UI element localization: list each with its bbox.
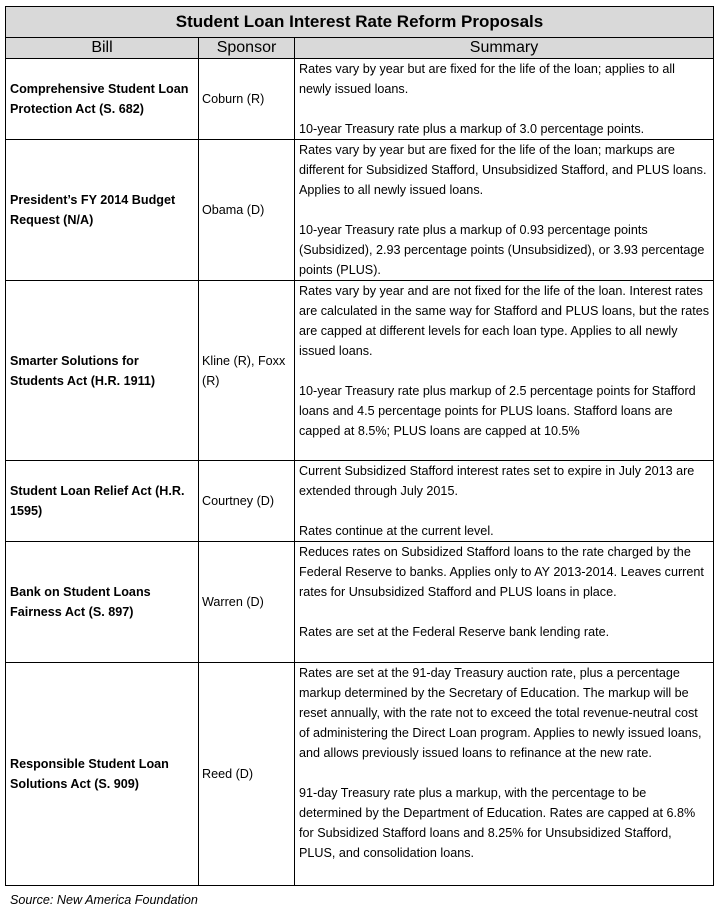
summary-cell	[295, 542, 714, 663]
table-row	[6, 59, 714, 140]
table-row	[6, 140, 714, 281]
summary-cell	[295, 140, 714, 281]
table-title: Student Loan Interest Rate Reform Proposals	[6, 7, 714, 38]
summary-paragraph: Current Subsidized Stafford interest rates set to expire in July 2013 are extended through July 2015.	[299, 464, 695, 498]
sponsor-cell: Coburn (R)	[199, 59, 295, 140]
rate-proposals-table-container	[5, 6, 713, 886]
rate-proposals-table	[5, 6, 714, 886]
table-row	[6, 663, 714, 886]
summary-paragraph: Rates continue at the current level.	[299, 524, 494, 538]
bill-cell: Smarter Solutions for Students Act (H.R. 1911)	[6, 281, 199, 461]
summary-paragraph: Rates are set at the 91-day Treasury auction rate, plus a percentage markup determined by the Secretary of Education. The markup will be reset annually, with the rate not to exceed the total revenue-neutral cost of administering the Direct Loan program. Applies to newly issued loans, and allows previously issued loans to refinance at the new rate.	[299, 666, 702, 760]
source-note: Source: New America Foundation	[10, 893, 198, 907]
column-header-summary: Summary	[295, 38, 714, 59]
summary-cell	[295, 59, 714, 140]
sponsor-cell: Obama (D)	[199, 140, 295, 281]
bill-cell: Student Loan Relief Act (H.R. 1595)	[6, 461, 199, 542]
table-row	[6, 281, 714, 461]
summary-paragraph: Rates vary by year and are not fixed for the life of the loan. Interest rates are calculated in the same way for Stafford and PLUS loans, but the rates are capped at different levels for each loan type. Applies to all newly issued loans.	[299, 284, 709, 358]
sponsor-cell: Kline (R), Foxx (R)	[199, 281, 295, 461]
summary-paragraph: 10-year Treasury rate plus markup of 2.5 percentage points for Stafford loans and 4.5 percentage points for PLUS loans. Stafford loans are capped at 8.5%; PLUS loans are capped at 10.5%	[299, 384, 696, 438]
column-header-bill: Bill	[6, 38, 199, 59]
summary-cell	[295, 281, 714, 461]
sponsor-cell: Reed (D)	[199, 663, 295, 886]
table-row	[6, 461, 714, 542]
sponsor-cell: Courtney (D)	[199, 461, 295, 542]
summary-paragraph: Rates vary by year but are fixed for the life of the loan; markups are different for Subsidized Stafford, Unsubsidized Stafford, and PLUS loans. Applies to all newly issued loans.	[299, 143, 707, 197]
bill-cell: Comprehensive Student Loan Protection Act (S. 682)	[6, 59, 199, 140]
summary-paragraph: Rates are set at the Federal Reserve bank lending rate.	[299, 625, 610, 639]
bill-cell: President’s FY 2014 Budget Request (N/A)	[6, 140, 199, 281]
bill-cell: Bank on Student Loans Fairness Act (S. 897)	[6, 542, 199, 663]
summary-paragraph: 91-day Treasury rate plus a markup, with the percentage to be determined by the Department of Education. Rates are capped at 6.8% for Subsidized Stafford loans and 8.25% for Unsubsidized Stafford, PLUS, and consolidation loans.	[299, 786, 696, 860]
sponsor-cell: Warren (D)	[199, 542, 295, 663]
summary-paragraph: 10-year Treasury rate plus a markup of 3.0 percentage points.	[299, 122, 645, 136]
summary-paragraph: 10-year Treasury rate plus a markup of 0.93 percentage points (Subsidized), 2.93 percentage points (Unsubsidized), or 3.93 percentage points (PLUS).	[299, 223, 705, 277]
summary-cell	[295, 461, 714, 542]
summary-paragraph: Reduces rates on Subsidized Stafford loans to the rate charged by the Federal Reserve to banks. Applies only to AY 2013-2014. Leaves current rates for Unsubsidized Stafford and PLUS loans in place.	[299, 545, 704, 599]
summary-paragraph: Rates vary by year but are fixed for the life of the loan; applies to all newly issued loans.	[299, 62, 675, 96]
table-row	[6, 542, 714, 663]
bill-cell: Responsible Student Loan Solutions Act (S. 909)	[6, 663, 199, 886]
column-header-sponsor: Sponsor	[199, 38, 295, 59]
summary-cell	[295, 663, 714, 886]
table-body	[6, 59, 714, 886]
